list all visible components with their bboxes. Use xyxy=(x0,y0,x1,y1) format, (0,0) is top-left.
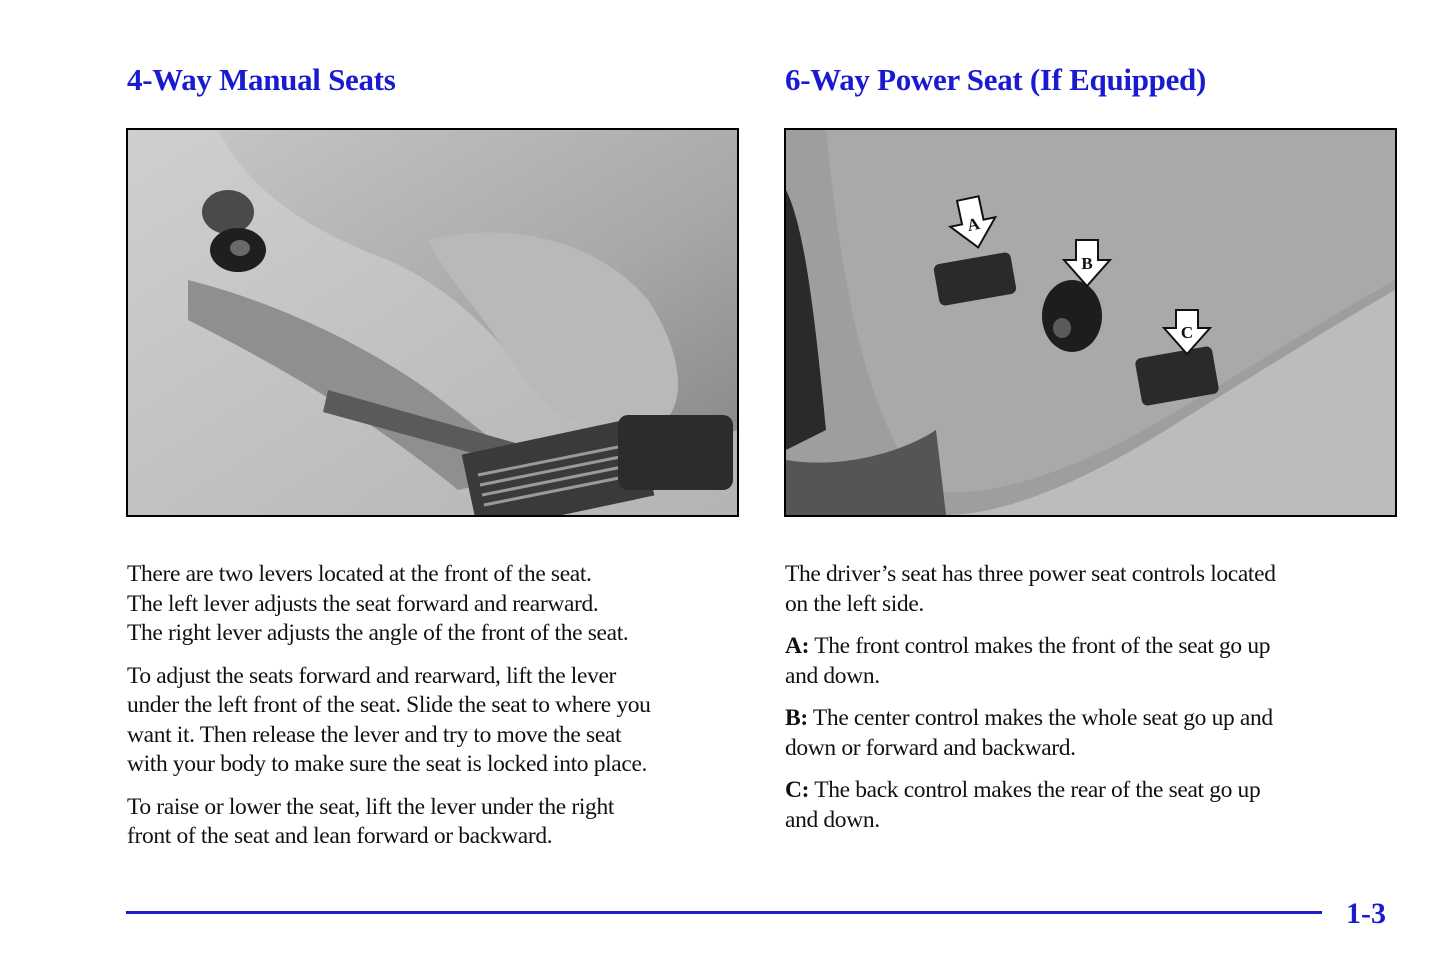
manual-seats-body xyxy=(127,560,737,865)
control-c-description xyxy=(785,776,1395,835)
text-line xyxy=(785,632,1395,662)
text-line: down or forward and backward. xyxy=(785,734,1076,761)
callout-c-label: C xyxy=(1180,323,1194,342)
control-b-description xyxy=(785,704,1395,763)
text-line: under the left front of the seat. Slide the seat to where you xyxy=(127,692,651,718)
text-line: and down. xyxy=(785,662,880,689)
text-line xyxy=(785,704,1395,734)
callout-a-label: A xyxy=(965,213,982,236)
text-fragment: The center control makes the whole seat go up and xyxy=(812,705,1273,731)
control-b-label: B: xyxy=(785,705,808,731)
footer-divider xyxy=(126,911,1322,914)
text-line: and down. xyxy=(785,806,880,833)
control-c-label: C: xyxy=(785,777,810,803)
callout-b-label: B xyxy=(1081,254,1093,273)
text-line: front of the seat and lean forward or backward. xyxy=(127,823,553,849)
text-line: with your body to make sure the seat is locked into place. xyxy=(127,751,648,777)
section-title-manual-seats: 4-Way Manual Seats xyxy=(127,62,396,97)
manual-seat-levers-photo xyxy=(126,128,739,517)
text-line: on the left side. xyxy=(785,590,924,617)
text-line: want it. Then release the lever and try to move the seat xyxy=(127,721,622,748)
manual-seats-paragraph xyxy=(127,560,737,649)
manual-seat-illustration xyxy=(128,130,737,515)
manual-seats-paragraph xyxy=(127,662,737,780)
text-line: The left lever adjusts the seat forward and rearward. xyxy=(127,590,599,617)
control-a-label: A: xyxy=(785,633,810,659)
section-title-power-seat: 6-Way Power Seat (If Equipped) xyxy=(785,62,1207,97)
power-seat-body xyxy=(785,560,1395,848)
power-seat-illustration xyxy=(786,130,1395,515)
power-seat-controls-photo xyxy=(784,128,1397,517)
text-line xyxy=(785,776,1395,806)
text-fragment: The back control makes the rear of the seat go up xyxy=(814,777,1261,803)
text-line: There are two levers located at the front of the seat. xyxy=(127,561,592,587)
power-seat-intro xyxy=(785,560,1395,619)
text-line: To adjust the seats forward and rearward, lift the lever xyxy=(127,662,617,689)
text-line: To raise or lower the seat, lift the lever under the right xyxy=(127,793,615,820)
text-fragment: The front control makes the front of the seat go up xyxy=(814,633,1271,659)
control-a-description xyxy=(785,632,1395,691)
text-line: The right lever adjusts the angle of the front of the seat. xyxy=(127,620,629,646)
text-line: The driver’s seat has three power seat controls located xyxy=(785,561,1276,587)
manual-seats-paragraph xyxy=(127,793,737,852)
page-number: 1-3 xyxy=(1346,897,1386,930)
